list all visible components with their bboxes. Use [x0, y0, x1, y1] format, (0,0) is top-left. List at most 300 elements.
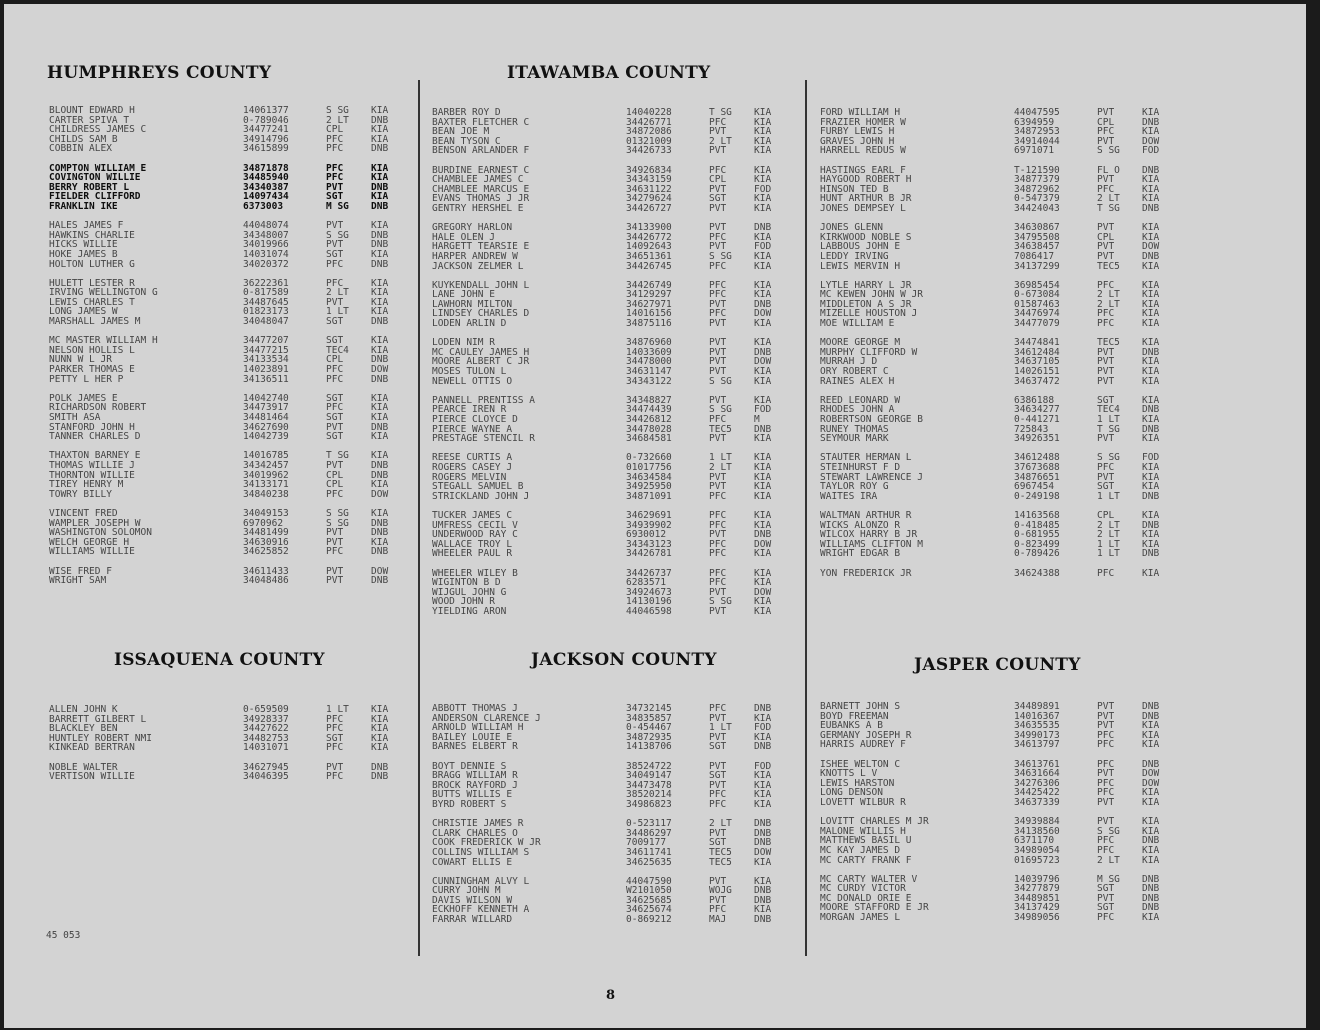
casualty-name: LANE JOHN E [432, 290, 495, 300]
casualty-row [49, 336, 411, 346]
casualty-name: ECKHOFF KENNETH A [432, 905, 530, 916]
entry-group [49, 394, 411, 442]
entry-group [820, 396, 1182, 444]
serial-number: 34426727 [626, 202, 672, 214]
status: KIA [754, 366, 772, 378]
rank: PVT [1097, 375, 1115, 387]
rank: PVT [709, 731, 727, 743]
casualty-row [820, 242, 1182, 252]
rank: PVT [709, 875, 727, 887]
serial-number: 34926351 [1014, 433, 1060, 445]
casualty-row [432, 175, 794, 185]
status: DNB [371, 421, 389, 433]
status: DNB [371, 200, 389, 212]
status: KIA [371, 287, 389, 299]
casualty-name: WASHINGTON SOLOMON [49, 528, 152, 538]
status: DNB [371, 771, 389, 783]
status: KIA [371, 220, 389, 232]
casualty-name: LYTLE HARRY L JR [820, 280, 912, 291]
casualty-name: HARPER ANDREW W [432, 251, 518, 262]
rank: PFC [1097, 126, 1115, 138]
casualty-row [432, 463, 794, 473]
rank: PVT [1097, 174, 1115, 186]
status: KIA [1142, 825, 1160, 837]
serial-number: 34634584 [626, 471, 672, 483]
casualty-row [820, 405, 1182, 415]
casualty-name: RHODES JOHN A [820, 405, 895, 415]
status: DNB [371, 527, 389, 539]
serial-number: 34426781 [626, 548, 672, 560]
rank: 2 LT [1097, 519, 1120, 531]
status: DOW [371, 488, 389, 500]
serial-number: 37673688 [1014, 461, 1060, 473]
casualty-name: WILLIAMS WILLIE [49, 547, 135, 557]
casualty-row [820, 309, 1182, 319]
serial-number: 34638457 [1014, 241, 1060, 253]
rank: PVT [1097, 892, 1115, 904]
casualty-row [820, 779, 1182, 789]
serial-number: 34613761 [1014, 758, 1060, 770]
casualty-row [432, 704, 794, 714]
serial-number: 6970962 [243, 517, 284, 529]
serial-number: 01823173 [243, 306, 289, 318]
rank: S SG [709, 250, 732, 262]
serial-number: 34137429 [1014, 902, 1060, 914]
serial-number: 34631122 [626, 183, 672, 195]
casualty-name: STEGALL SAMUEL B [432, 482, 524, 492]
casualty-row [432, 108, 794, 118]
casualty-row [49, 547, 411, 557]
rank: SGT [326, 412, 344, 423]
casualty-row [432, 242, 794, 252]
status: M [754, 414, 760, 425]
casualty-row [432, 800, 794, 810]
serial-number: 14092643 [626, 241, 672, 253]
status: DNB [754, 894, 772, 906]
status: KIA [1142, 739, 1160, 751]
serial-number: 14138706 [626, 741, 672, 753]
serial-number: 14061377 [243, 105, 289, 116]
casualty-name: KIRKWOOD NOBLE S [820, 232, 912, 243]
casualty-name: NUNN W L JR [49, 355, 112, 366]
rank: PVT [1097, 433, 1115, 445]
rank: S SG [709, 596, 732, 608]
footer-code: 45 053 [46, 930, 81, 941]
rank: MAJ [709, 914, 727, 926]
casualty-name: BOYD FREEMAN [820, 711, 889, 722]
serial-number: 34426745 [626, 260, 672, 272]
rank: CPL [709, 174, 727, 186]
casualty-row [49, 528, 411, 538]
rank: PVT [1097, 135, 1115, 147]
casualty-name: FRAZIER HOMER W [820, 117, 906, 128]
casualty-name: FIELDER CLIFFORD [49, 192, 141, 202]
casualty-row [432, 338, 794, 348]
casualty-name: GENTRY HERSHEL E [432, 203, 524, 214]
rank: PVT [1097, 768, 1115, 780]
rank: PFC [326, 742, 344, 754]
casualty-name: KNOTTS L V [820, 769, 878, 779]
serial-number: 7086417 [1014, 250, 1055, 262]
casualty-row [432, 367, 794, 377]
serial-number: 0-673084 [1014, 289, 1060, 301]
status: KIA [1142, 183, 1160, 195]
status: KIA [1142, 471, 1160, 483]
serial-number: T-121590 [1014, 164, 1060, 176]
rank: CPL [326, 469, 344, 481]
casualty-name: CURRY JOHN M [432, 886, 501, 896]
status: DNB [371, 354, 389, 366]
status: KIA [754, 135, 772, 147]
rank: CPL [1097, 231, 1115, 243]
casualty-name: PRESTAGE STENCIL R [432, 434, 535, 444]
rank: 1 LT [1097, 490, 1120, 502]
casualty-name: MURRAH J D [820, 357, 878, 368]
rank: S SG [709, 375, 732, 387]
status: KIA [371, 479, 389, 491]
casualty-name: BLACKLEY BEN [49, 724, 118, 734]
casualty-row [432, 204, 794, 214]
casualty-name: LONG JAMES W [49, 307, 118, 318]
status: KIA [754, 174, 772, 186]
status: DNB [371, 575, 389, 587]
serial-number: 34612488 [1014, 452, 1060, 464]
status: KIA [754, 481, 772, 493]
serial-number: 34473917 [243, 402, 289, 414]
status: KIA [371, 172, 389, 184]
county-heading-issaquena: ISSAQUENA COUNTY [114, 650, 325, 670]
status: KIA [371, 133, 389, 145]
entry-group [49, 567, 411, 586]
casualty-name: ALLEN JOHN K [49, 705, 118, 715]
serial-number: 34129297 [626, 289, 672, 301]
casualty-name: HARRELL REDUS W [820, 146, 906, 156]
status: KIA [371, 431, 389, 443]
casualty-name: MOORE ALBERT C JR [432, 357, 530, 368]
rank: PVT [1097, 366, 1115, 378]
serial-number: 6371170 [1014, 835, 1055, 847]
status: DNB [754, 423, 772, 435]
casualty-row [49, 202, 411, 212]
casualty-name: MC MASTER WILLIAM H [49, 336, 158, 346]
casualty-row [49, 715, 411, 725]
rank: PVT [1097, 720, 1115, 732]
casualty-name: MC DONALD ORIE E [820, 893, 912, 904]
rank: PVT [1097, 701, 1115, 712]
casualty-name: PANNELL PRENTISS A [432, 395, 535, 406]
status: KIA [754, 789, 772, 801]
serial-number: 34627971 [626, 298, 672, 310]
status: DOW [754, 586, 772, 598]
rank: S SG [1097, 825, 1120, 837]
serial-number: 34481464 [243, 412, 289, 423]
rank: PVT [709, 145, 727, 157]
casualty-name: JONES DEMPSEY L [820, 203, 906, 214]
rank: PVT [326, 761, 344, 773]
rank: PFC [709, 538, 727, 550]
status: DNB [371, 546, 389, 558]
casualty-row [820, 118, 1182, 128]
casualty-name: STAUTER HERMAN L [820, 453, 912, 463]
casualty-row [49, 346, 411, 356]
casualty-name: ROBERTSON GEORGE B [820, 415, 923, 425]
rank: PVT [1097, 710, 1115, 722]
rank: PVT [1097, 250, 1115, 262]
casualty-row [820, 511, 1182, 521]
casualty-row [49, 192, 411, 202]
serial-number: 34840238 [243, 488, 289, 500]
casualty-row [49, 743, 411, 753]
status: DOW [754, 538, 772, 550]
casualty-name: HOLTON LUTHER G [49, 259, 135, 270]
casualty-row [432, 877, 794, 887]
rank: PFC [1097, 758, 1115, 770]
casualty-name: FURBY LEWIS H [820, 127, 895, 137]
status: DNB [1142, 250, 1160, 262]
status: DNB [371, 517, 389, 529]
status: KIA [371, 344, 389, 356]
rank: 2 LT [1097, 854, 1120, 866]
serial-number: 14023891 [243, 364, 289, 376]
status: KIA [371, 124, 389, 136]
status: DNB [754, 914, 772, 926]
entry-group [49, 763, 411, 782]
status: KIA [1142, 366, 1160, 378]
casualty-name: LEDDY IRVING [820, 251, 889, 262]
casualty-name: BLOUNT EDWARD H [49, 106, 135, 116]
status: KIA [1142, 231, 1160, 243]
casualty-row [49, 576, 411, 586]
casualty-row [432, 781, 794, 791]
casualty-name: MORGAN JAMES L [820, 913, 901, 923]
serial-number: 0-441271 [1014, 414, 1060, 425]
casualty-row [432, 223, 794, 233]
serial-number: 38520214 [626, 789, 672, 801]
rank: PVT [1097, 346, 1115, 358]
casualty-row [820, 425, 1182, 435]
casualty-name: HULETT LESTER R [49, 278, 135, 289]
status: DNB [754, 818, 772, 830]
itawamba-list [432, 108, 794, 626]
serial-number: 34732145 [626, 703, 672, 714]
serial-number: 34426733 [626, 145, 672, 157]
casualty-name: REED LEONARD W [820, 395, 901, 406]
serial-number: 34477215 [243, 344, 289, 356]
serial-number: 34872935 [626, 731, 672, 743]
status: DNB [1142, 883, 1160, 895]
serial-number: 34625674 [626, 904, 672, 916]
status: KIA [754, 231, 772, 243]
rank: PFC [1097, 777, 1115, 789]
casualty-name: CHAMBLEE JAMES C [432, 175, 524, 185]
casualty-row [820, 127, 1182, 137]
casualty-row [820, 396, 1182, 406]
casualty-name: MOORE STAFFORD E JR [820, 903, 929, 914]
casualty-row [820, 108, 1182, 118]
rank: PFC [1097, 461, 1115, 473]
rank: PFC [709, 577, 727, 589]
status: DNB [754, 885, 772, 897]
casualty-name: MC CARTY FRANK F [820, 855, 912, 866]
casualty-row [820, 846, 1182, 856]
casualty-name: POLK JAMES E [49, 393, 118, 404]
status: KIA [754, 856, 772, 868]
serial-number: 725843 [1014, 423, 1049, 435]
status: KIA [371, 335, 389, 347]
serial-number: 34631147 [626, 366, 672, 378]
casualty-name: KUYKENDALL JOHN L [432, 280, 530, 291]
rank: SGT [1097, 481, 1115, 493]
serial-number: 34629691 [626, 509, 672, 521]
serial-number: 6967454 [1014, 481, 1055, 493]
status: KIA [371, 723, 389, 735]
county-heading-itawamba: ITAWAMBA COUNTY [507, 63, 711, 83]
serial-number: 01587463 [1014, 298, 1060, 310]
casualty-name: WAMPLER JOSEPH W [49, 518, 141, 529]
status: KIA [1142, 356, 1160, 368]
status: KIA [1142, 126, 1160, 138]
entry-group [432, 223, 794, 271]
rank: PFC [326, 143, 344, 155]
casualty-row [49, 538, 411, 548]
serial-number: 34872962 [1014, 183, 1060, 195]
rank: PVT [709, 337, 727, 349]
casualty-name: BARNES ELBERT R [432, 742, 518, 752]
rank: PFC [326, 713, 344, 725]
serial-number: 34019966 [243, 239, 289, 251]
casualty-name: EUBANKS A B [820, 721, 883, 731]
casualty-row [49, 183, 411, 193]
status: KIA [1142, 720, 1160, 732]
serial-number: 34343123 [626, 538, 672, 550]
status: KIA [754, 126, 772, 138]
serial-number: 34624388 [1014, 567, 1060, 579]
casualty-row [820, 521, 1182, 531]
casualty-name: YIELDING ARON [432, 606, 507, 617]
casualty-name: COOK FREDERICK W JR [432, 838, 541, 848]
rank: PVT [709, 394, 727, 406]
status: KIA [754, 116, 772, 128]
casualty-row [820, 540, 1182, 550]
serial-number: 34631664 [1014, 768, 1060, 780]
casualty-row [820, 463, 1182, 473]
serial-number: 38524722 [626, 760, 672, 772]
serial-number: 14026151 [1014, 366, 1060, 378]
casualty-row [820, 760, 1182, 770]
casualty-row [820, 300, 1182, 310]
county-heading-jackson: JACKSON COUNTY [531, 650, 717, 670]
casualty-name: BERRY ROBERT L [49, 182, 130, 193]
casualty-row [432, 723, 794, 733]
casualty-name: LODEN ARLIN D [432, 319, 507, 329]
casualty-name: MOE WILLIAM E [820, 319, 895, 329]
status: DNB [1142, 902, 1160, 914]
serial-number: 34343122 [626, 375, 672, 387]
casualty-name: WALLACE TROY L [432, 539, 513, 550]
entry-group [820, 702, 1182, 750]
casualty-row [432, 915, 794, 925]
casualty-row [49, 763, 411, 773]
serial-number: 34049153 [243, 507, 289, 519]
casualty-row [49, 403, 411, 413]
rank: PFC [709, 567, 727, 579]
rank: PFC [709, 904, 727, 916]
casualty-name: GREGORY HARLON [432, 223, 513, 233]
rank: PVT [1097, 222, 1115, 234]
casualty-name: GRAVES JOHN H [820, 136, 895, 147]
entry-group [432, 877, 794, 925]
casualty-row [49, 125, 411, 135]
column-divider-left [418, 80, 420, 956]
casualty-row [432, 290, 794, 300]
rank: TEC5 [1097, 337, 1120, 349]
casualty-row [432, 348, 794, 358]
serial-number: 6394959 [1014, 116, 1055, 128]
serial-number: 34630916 [243, 536, 289, 548]
casualty-row [820, 319, 1182, 329]
county-heading-humphreys: HUMPHREYS COUNTY [47, 63, 272, 83]
casualty-name: EVANS THOMAS J JR [432, 194, 530, 204]
rank: PFC [1097, 183, 1115, 195]
casualty-row [49, 567, 411, 577]
rank: PVT [709, 346, 727, 358]
serial-number: 0-547379 [1014, 193, 1060, 205]
casualty-name: BYRD ROBERT S [432, 799, 507, 810]
status: KIA [371, 742, 389, 754]
entry-group [820, 338, 1182, 386]
status: DNB [371, 181, 389, 193]
casualty-row [820, 367, 1182, 377]
casualty-name: NEWELL OTTIS O [432, 376, 513, 387]
status: DNB [1142, 490, 1160, 502]
casualty-row [432, 415, 794, 425]
serial-number: 7009177 [626, 837, 667, 849]
serial-number: 14016156 [626, 308, 672, 320]
casualty-name: CLARK CHARLES O [432, 828, 518, 839]
casualty-name: MURPHY CLIFFORD W [820, 347, 918, 358]
rank: PVT [326, 239, 344, 251]
casualty-row [49, 144, 411, 154]
serial-number: 34474439 [626, 404, 672, 416]
status: KIA [1142, 222, 1160, 234]
status: KIA [1142, 289, 1160, 301]
rank: TEC4 [326, 344, 349, 356]
status: DNB [1142, 164, 1160, 176]
serial-number: 14039796 [1014, 873, 1060, 885]
status: KIA [371, 296, 389, 308]
rank: 2 LT [709, 135, 732, 147]
casualty-row [820, 290, 1182, 300]
status: DNB [1142, 404, 1160, 416]
serial-number: 14031074 [243, 248, 289, 260]
casualty-row [820, 530, 1182, 540]
rank: 2 LT [709, 461, 732, 473]
casualty-name: SEYMOUR MARK [820, 434, 889, 444]
rank: SGT [326, 431, 344, 443]
casualty-row [820, 453, 1182, 463]
page-number: 8 [606, 988, 616, 1003]
rank: PVT [709, 356, 727, 368]
status: KIA [754, 798, 772, 810]
serial-number: 34872953 [1014, 126, 1060, 138]
casualty-name: WALTMAN ARTHUR R [820, 510, 912, 521]
status: DNB [1142, 548, 1160, 560]
status: DNB [1142, 346, 1160, 358]
serial-number: 34924673 [626, 586, 672, 598]
county-heading-jasper: JASPER COUNTY [914, 655, 1081, 675]
casualty-name: REESE CURTIS A [432, 453, 513, 463]
rank: PVT [326, 575, 344, 587]
